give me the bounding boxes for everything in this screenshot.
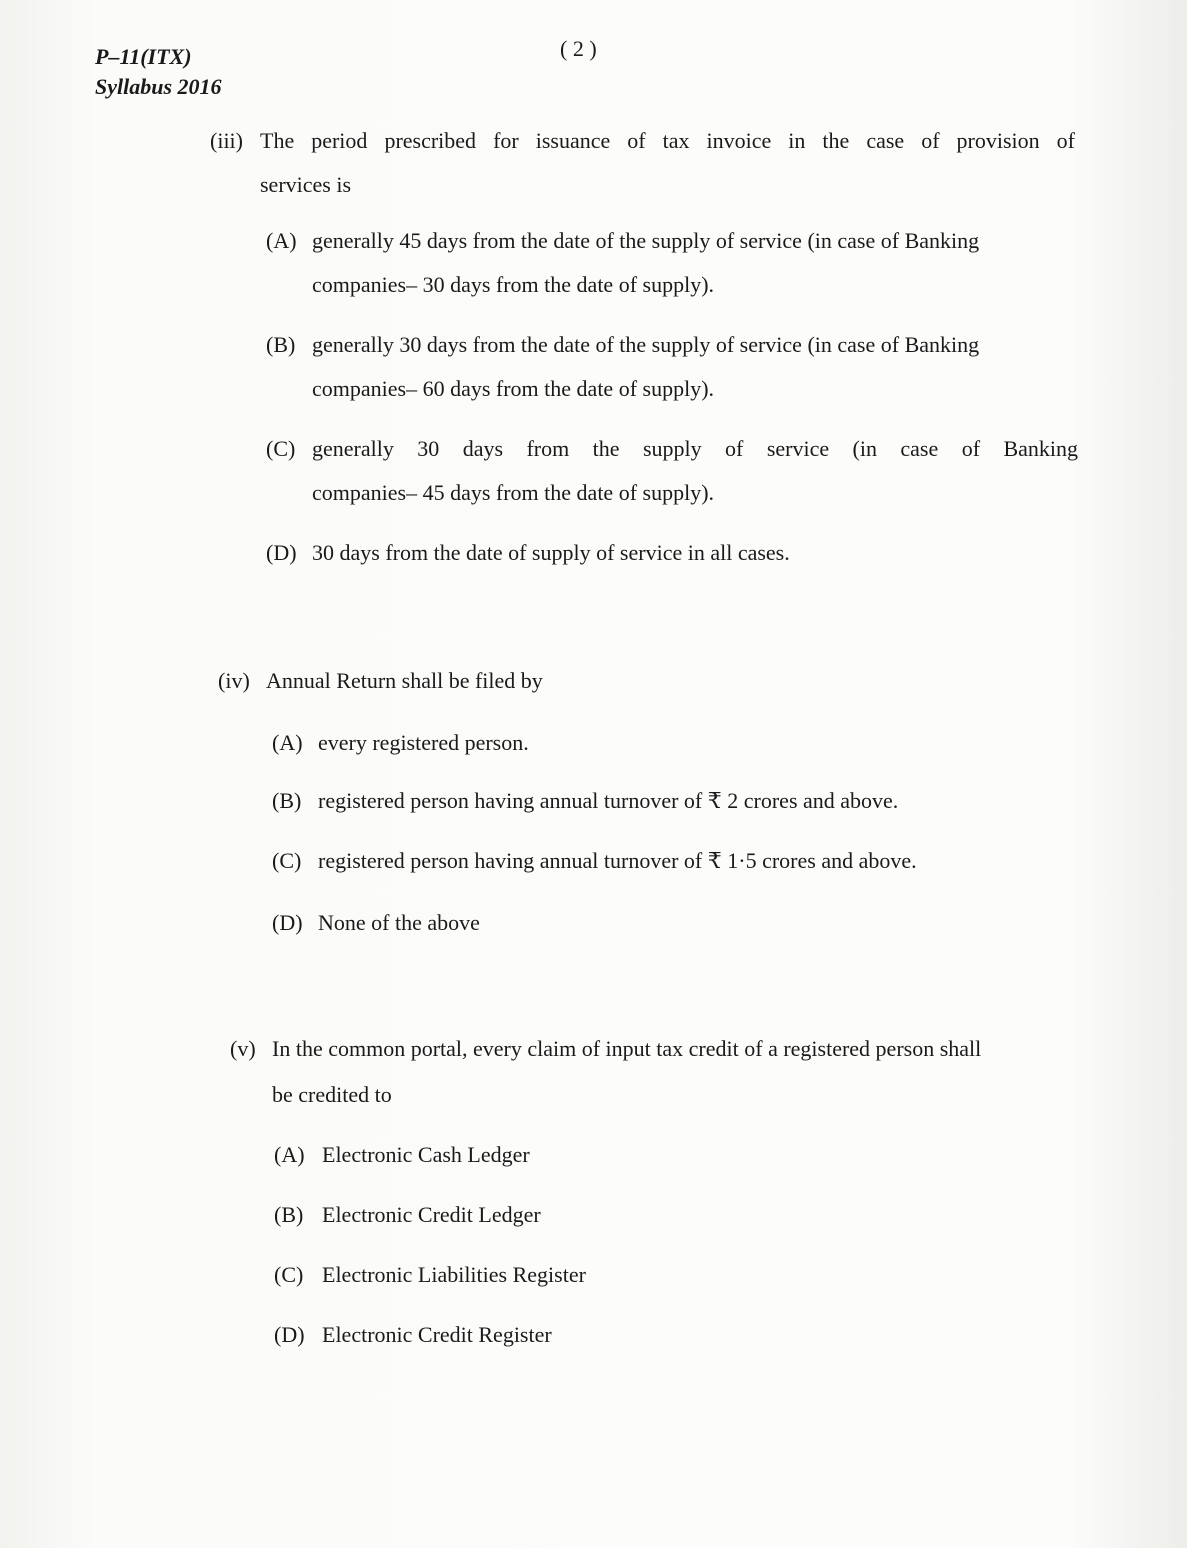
option-text: generally 30 days from the date of the supply of service (in case of Banking xyxy=(312,332,980,357)
option-text-continued: companies– 30 days from the date of supply). xyxy=(312,272,715,297)
question-text: In the common portal, every claim of input tax credit of a registered person shall xyxy=(272,1036,982,1061)
option-letter: (B) xyxy=(272,788,302,813)
option-text-continued: companies– 45 days from the date of supply). xyxy=(312,480,715,505)
option-text: generally 45 days from the date of the supply of service (in case of Banking xyxy=(312,228,980,253)
option-letter: (B) xyxy=(266,332,296,357)
option-letter: (C) xyxy=(274,1262,304,1287)
option-text: generally 30 days from the supply of service (in case of Banking xyxy=(312,436,1078,461)
option-text: Electronic Credit Ledger xyxy=(322,1202,541,1227)
option-letter: (A) xyxy=(274,1142,305,1167)
option-text: registered person having annual turnover of ₹ 2 crores and above. xyxy=(318,788,899,813)
option-text: Electronic Credit Register xyxy=(322,1322,552,1347)
question-iii xyxy=(210,128,1080,197)
option-letter: (D) xyxy=(272,910,303,935)
syllabus-label: Syllabus 2016 xyxy=(95,74,222,99)
option-text-continued: companies– 60 days from the date of supply). xyxy=(312,376,715,401)
option-letter: (C) xyxy=(266,436,296,461)
option-text: every registered person. xyxy=(318,730,529,755)
option-letter: (C) xyxy=(272,848,302,873)
option-letter: (A) xyxy=(272,730,303,755)
paper-header xyxy=(95,42,222,102)
question-text-continued: be credited to xyxy=(272,1082,392,1107)
question-number: (v) xyxy=(230,1036,256,1061)
page-number: ( 2 ) xyxy=(560,36,597,61)
question-text: The period prescribed for issuance of tax invoice in the case of provision of xyxy=(260,128,1075,153)
option-letter: (D) xyxy=(266,540,297,565)
question-iv xyxy=(218,668,918,698)
question-number: (iii) xyxy=(210,128,243,153)
option-text: registered person having annual turnover of ₹ 1·5 crores and above. xyxy=(318,848,917,873)
option-text: 30 days from the date of supply of service in all cases. xyxy=(312,540,790,565)
option-letter: (B) xyxy=(274,1202,304,1227)
paper-code: P–11(ITX) xyxy=(95,44,192,69)
option-letter: (A) xyxy=(266,228,297,253)
option-text: Electronic Cash Ledger xyxy=(322,1142,530,1167)
option-text: Electronic Liabilities Register xyxy=(322,1262,586,1287)
question-text: Annual Return shall be filed by xyxy=(266,668,543,693)
question-text-continued: services is xyxy=(260,172,352,197)
option-letter: (D) xyxy=(274,1322,305,1347)
option-text: None of the above xyxy=(318,910,480,935)
question-number: (iv) xyxy=(218,668,250,693)
question-v xyxy=(230,1036,1090,1107)
